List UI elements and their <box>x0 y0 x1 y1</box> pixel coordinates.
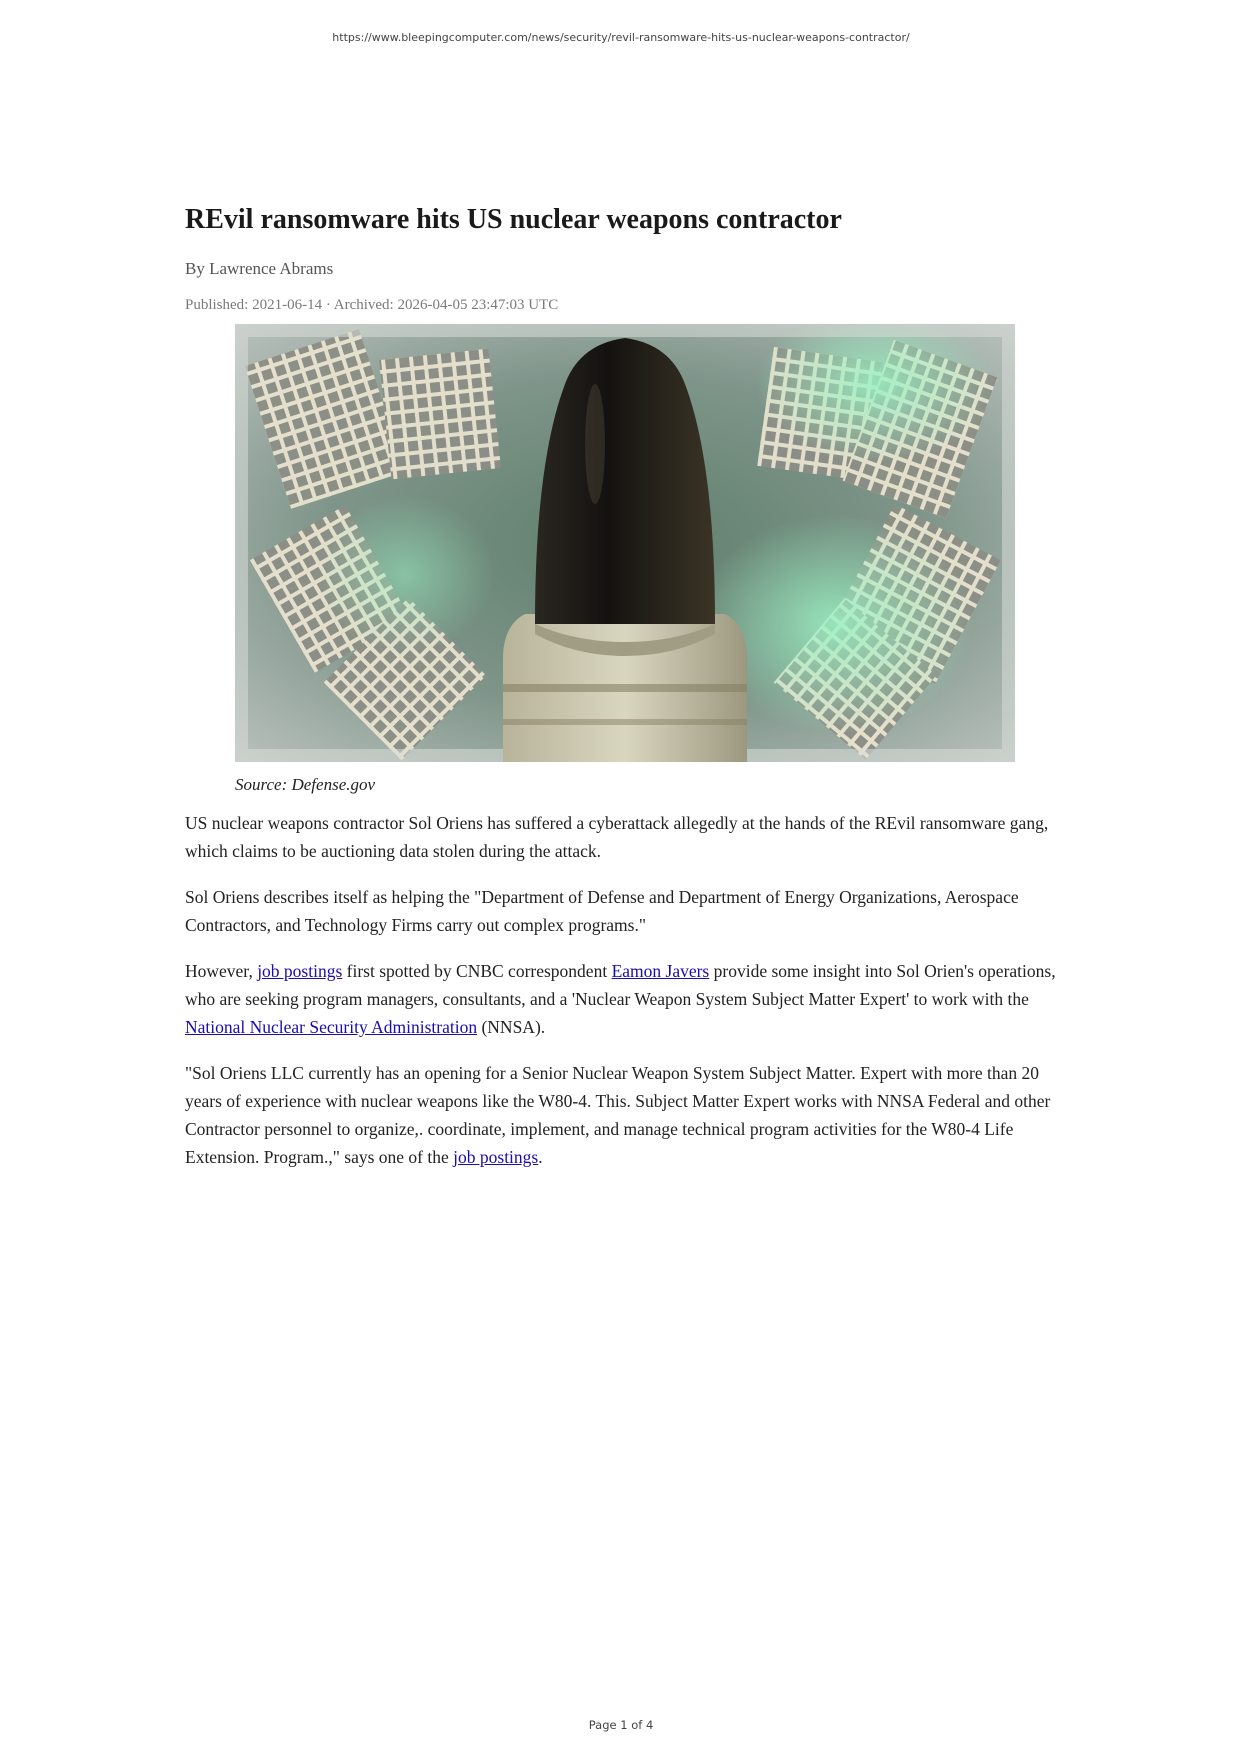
paragraph-4 <box>185 1059 1065 1171</box>
paragraph-3-text-2: first spotted by CNBC correspondent <box>342 961 612 981</box>
article <box>185 198 1065 1171</box>
job-postings-link[interactable]: job postings <box>257 961 343 981</box>
paragraph-4-text-2: . <box>538 1147 543 1167</box>
job-postings-link-2[interactable]: job postings <box>453 1147 539 1167</box>
paragraph-3-text-1: However, <box>185 961 258 981</box>
paragraph-3-text-4: (NNSA). <box>477 1017 546 1037</box>
paragraph-3-text-3: provide some insight into Sol Orien's operations, who are seeking program managers, consultants, and a 'Nuclear Weapon System Subject Matter Expert' to work with the <box>185 961 1056 1009</box>
paragraph-2: Sol Oriens describes itself as helping the "Department of Defense and Department of Energy Organizations, Aerospace Contractors, and Technology Firms carry out complex programs." <box>185 887 1019 935</box>
nnsa-link[interactable]: National Nuclear Security Administration <box>185 1017 478 1037</box>
page-number: Page 1 of 4 <box>588 1718 654 1732</box>
article-figure <box>235 324 1015 797</box>
missile-silo-photo <box>235 324 1015 762</box>
paragraph-4-text-1: "Sol Oriens LLC currently has an opening for a Senior Nuclear Weapon System Subject Matter. Expert with more than 20 years of experience with nuclear weapons like the W80-4. This. Subject Matter Expert works with NNSA Federal and other Contractor personnel to organize,. coordinate, implement, and manage technical program activities for the W80-4 Life Extension. Program.," says one of the <box>185 1063 1051 1167</box>
page-url: https://www.bleepingcomputer.com/news/security/revil-ransomware-hits-us-nuclear-weapons-contractor/ <box>332 31 910 44</box>
article-title: REvil ransomware hits US nuclear weapons contractor <box>185 204 842 235</box>
article-meta: Published: 2021-06-14 · Archived: 2026-04-05 23:47:03 UTC <box>185 297 559 313</box>
paragraph-1: US nuclear weapons contractor Sol Oriens has suffered a cyberattack allegedly at the hands of the REvil ransomware gang, which claims to be auctioning data stolen during the attack. <box>185 813 1049 861</box>
eamon-javers-link[interactable]: Eamon Javers <box>611 961 710 981</box>
image-caption: Source: Defense.gov <box>235 775 376 794</box>
article-byline: By Lawrence Abrams <box>185 259 334 278</box>
paragraph-3 <box>185 957 1065 1041</box>
